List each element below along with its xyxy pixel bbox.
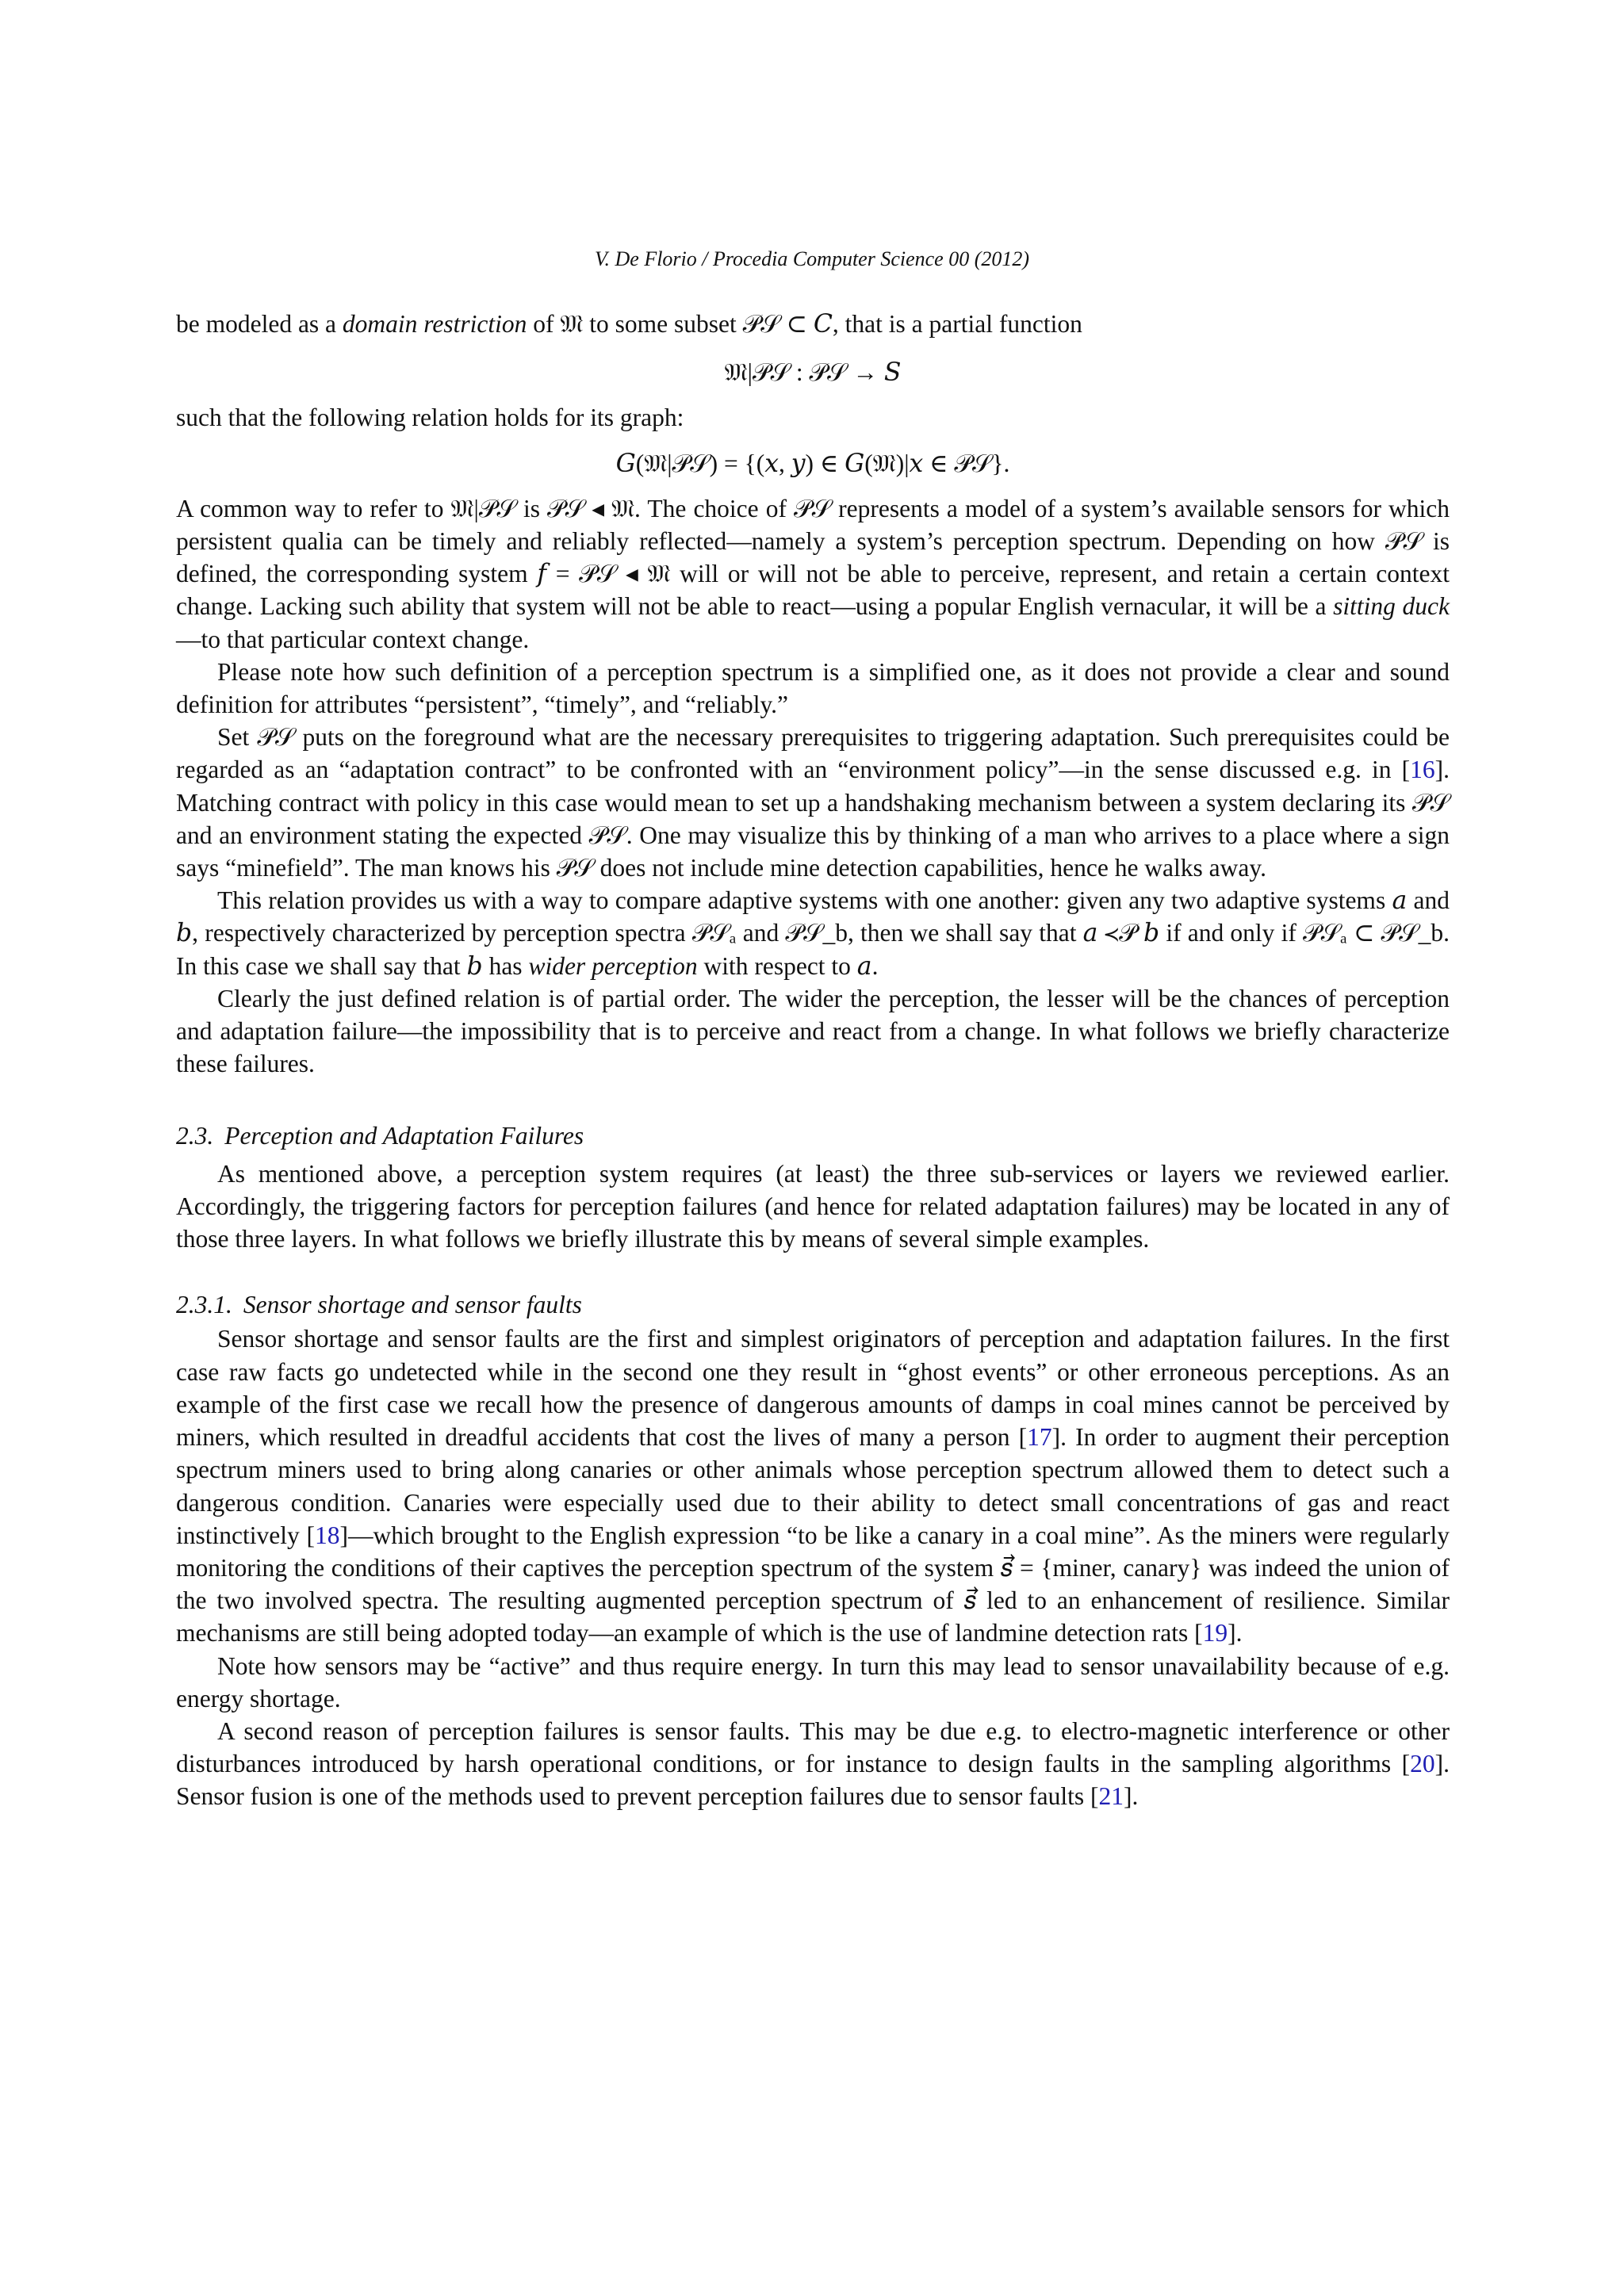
equation-graph: 𝐺(𝔐|𝒫𝒮) = {(𝑥, 𝑦) ∈ 𝐺(𝔐)|𝑥 ∈ 𝒫𝒮}. <box>615 449 1010 477</box>
citation-link-19[interactable]: 19 <box>1202 1619 1228 1647</box>
equation-domain-restriction: 𝔐|𝒫𝒮 : 𝒫𝒮 → 𝑆 <box>724 358 902 387</box>
emphasis-sitting-duck: sitting duck <box>1333 592 1450 621</box>
citation-link-17[interactable]: 17 <box>1027 1423 1052 1452</box>
emphasis-domain-restriction: domain restriction <box>342 310 527 338</box>
paragraph-sensor-faults: A second reason of perception failures is sensor faults. This may be due e.g. to electro-magnetic interference or other disturbances introduced by harsh operational conditions, or for instance to design faults in the sampling algorithms [20]. Sensor fusion is one of the methods used to prevent perception failures due to sensor faults [21]. <box>176 1716 1450 1811</box>
section-title: Perception and Adaptation Failures <box>224 1122 584 1150</box>
paragraph-compare-systems: This relation provides us with a way to compare adaptive systems with one another: given any two adaptive systems 𝑎 and 𝑏, respectively characterized by perception spectra 𝒫𝒮ₐ and 𝒫𝒮_b, then we shall say that 𝑎 ≺𝒫 𝑏 if and only if 𝒫𝒮ₐ ⊂ 𝒫𝒮_b. In this case we shall say that 𝑏 has wider perception with respect to 𝑎. <box>176 886 1450 980</box>
paragraph-graph-relation: such that the following relation holds for its graph: <box>176 404 684 432</box>
section-heading-2-3 <box>176 1119 1450 1152</box>
paragraph-partial-order: Clearly the just defined relation is of partial order. The wider the perception, the lesser will be the chances of perception and adaptation failure—the impossibility that is to perceive and react from a change. In what follows we briefly characterize these failures. <box>176 984 1450 1078</box>
citation-link-20[interactable]: 20 <box>1410 1750 1435 1778</box>
page-body <box>176 308 1450 1813</box>
paragraph-intro: be modeled as a domain restriction of 𝔐 to some subset 𝒫𝒮 ⊂ 𝐶, that is a partial function <box>176 310 1082 338</box>
subsection-heading-2-3-1 <box>176 1288 1450 1321</box>
subsection-title: Sensor shortage and sensor faults <box>243 1291 582 1319</box>
paragraph-simplified-definition: Please note how such definition of a perception spectrum is a simplified one, as it does not provide a clear and sound definition for attributes “persistent”, “timely”, and “reliably.” <box>176 657 1450 719</box>
citation-link-16[interactable]: 16 <box>1410 756 1435 784</box>
paragraph-active-sensors: Note how sensors may be “active” and thus require energy. In turn this may lead to sensor unavailability because of e.g. energy shortage. <box>176 1651 1450 1712</box>
subsection-number: 2.3.1. <box>176 1291 232 1319</box>
paragraph-adaptation-contract: Set 𝒫𝒮 puts on the foreground what are the necessary prerequisites to triggering adaptation. Such prerequisites could be regarded as an “adaptation contract” to be confronted with an “environment policy”—in the sense discussed e.g. in [16]. Matching contract with policy in this case would mean to set up a handshaking mechanism between a system declaring its 𝒫𝒮 and an environment stating the expected 𝒫𝒮. One may visualize this by thinking of a man who arrives to a place where a sign says “minefield”. The man knows his 𝒫𝒮 does not include mine detection capabilities, hence he walks away. <box>176 723 1450 882</box>
paragraph-failure-layers: As mentioned above, a perception system requires (at least) the three sub-services or layers we reviewed earlier. Accordingly, the triggering factors for perception failures (and hence for related adaptation failures) may be located in any of those three layers. In what follows we briefly illustrate this by means of several simple examples. <box>176 1159 1450 1253</box>
emphasis-wider-perception: wider perception <box>528 951 698 980</box>
citation-link-18[interactable]: 18 <box>315 1521 340 1549</box>
running-header: V. De Florio / Procedia Computer Science 00 (2012) <box>594 247 1030 270</box>
paragraph-perception-spectrum: A common way to refer to 𝔐|𝒫𝒮 is 𝒫𝒮 ◂ 𝔐. The choice of 𝒫𝒮 represents a model of a system’s available sensors for which persistent qualia can be timely and reliably reflected—namely a system’s perception spectrum. Depending on how 𝒫𝒮 is defined, the corresponding system 𝑓 = 𝒫𝒮 ◂ 𝔐 will or will not be able to perceive, represent, and retain a certain context change. Lacking such ability that system will not be able to react—using a popular English vernacular, it will be a sitting duck—to that particular context change. <box>176 494 1450 653</box>
section-number: 2.3. <box>176 1122 214 1150</box>
citation-link-21[interactable]: 21 <box>1098 1782 1124 1811</box>
paragraph-sensor-shortage: Sensor shortage and sensor faults are the first and simplest originators of perception and adaptation failures. In the first case raw facts go undetected while in the second one they result in “ghost events” or other erroneous perceptions. As an example of the first case we recall how the presence of dangerous amounts of damps in coal mines cannot be perceived by miners, which resulted in dreadful accidents that cost the lives of many a person [17]. In order to augment their perception spectrum miners used to bring along canaries or other animals whose perception spectrum allowed them to detect such a dangerous condition. Canaries were especially used due to their ability to detect small concentrations of gas and react instinctively [18]—which brought to the English expression “to be like a canary in a coal mine”. As the miners were regularly monitoring the conditions of their captives the perception spectrum of the system 𝑠⃗ = {miner, canary} was indeed the union of the two involved spectra. The resulting augmented perception spectrum of 𝑠⃗ led to an enhancement of resilience. Similar mechanisms are still being adopted today—an example of which is the use of landmine detection rats [19]. <box>176 1325 1450 1647</box>
